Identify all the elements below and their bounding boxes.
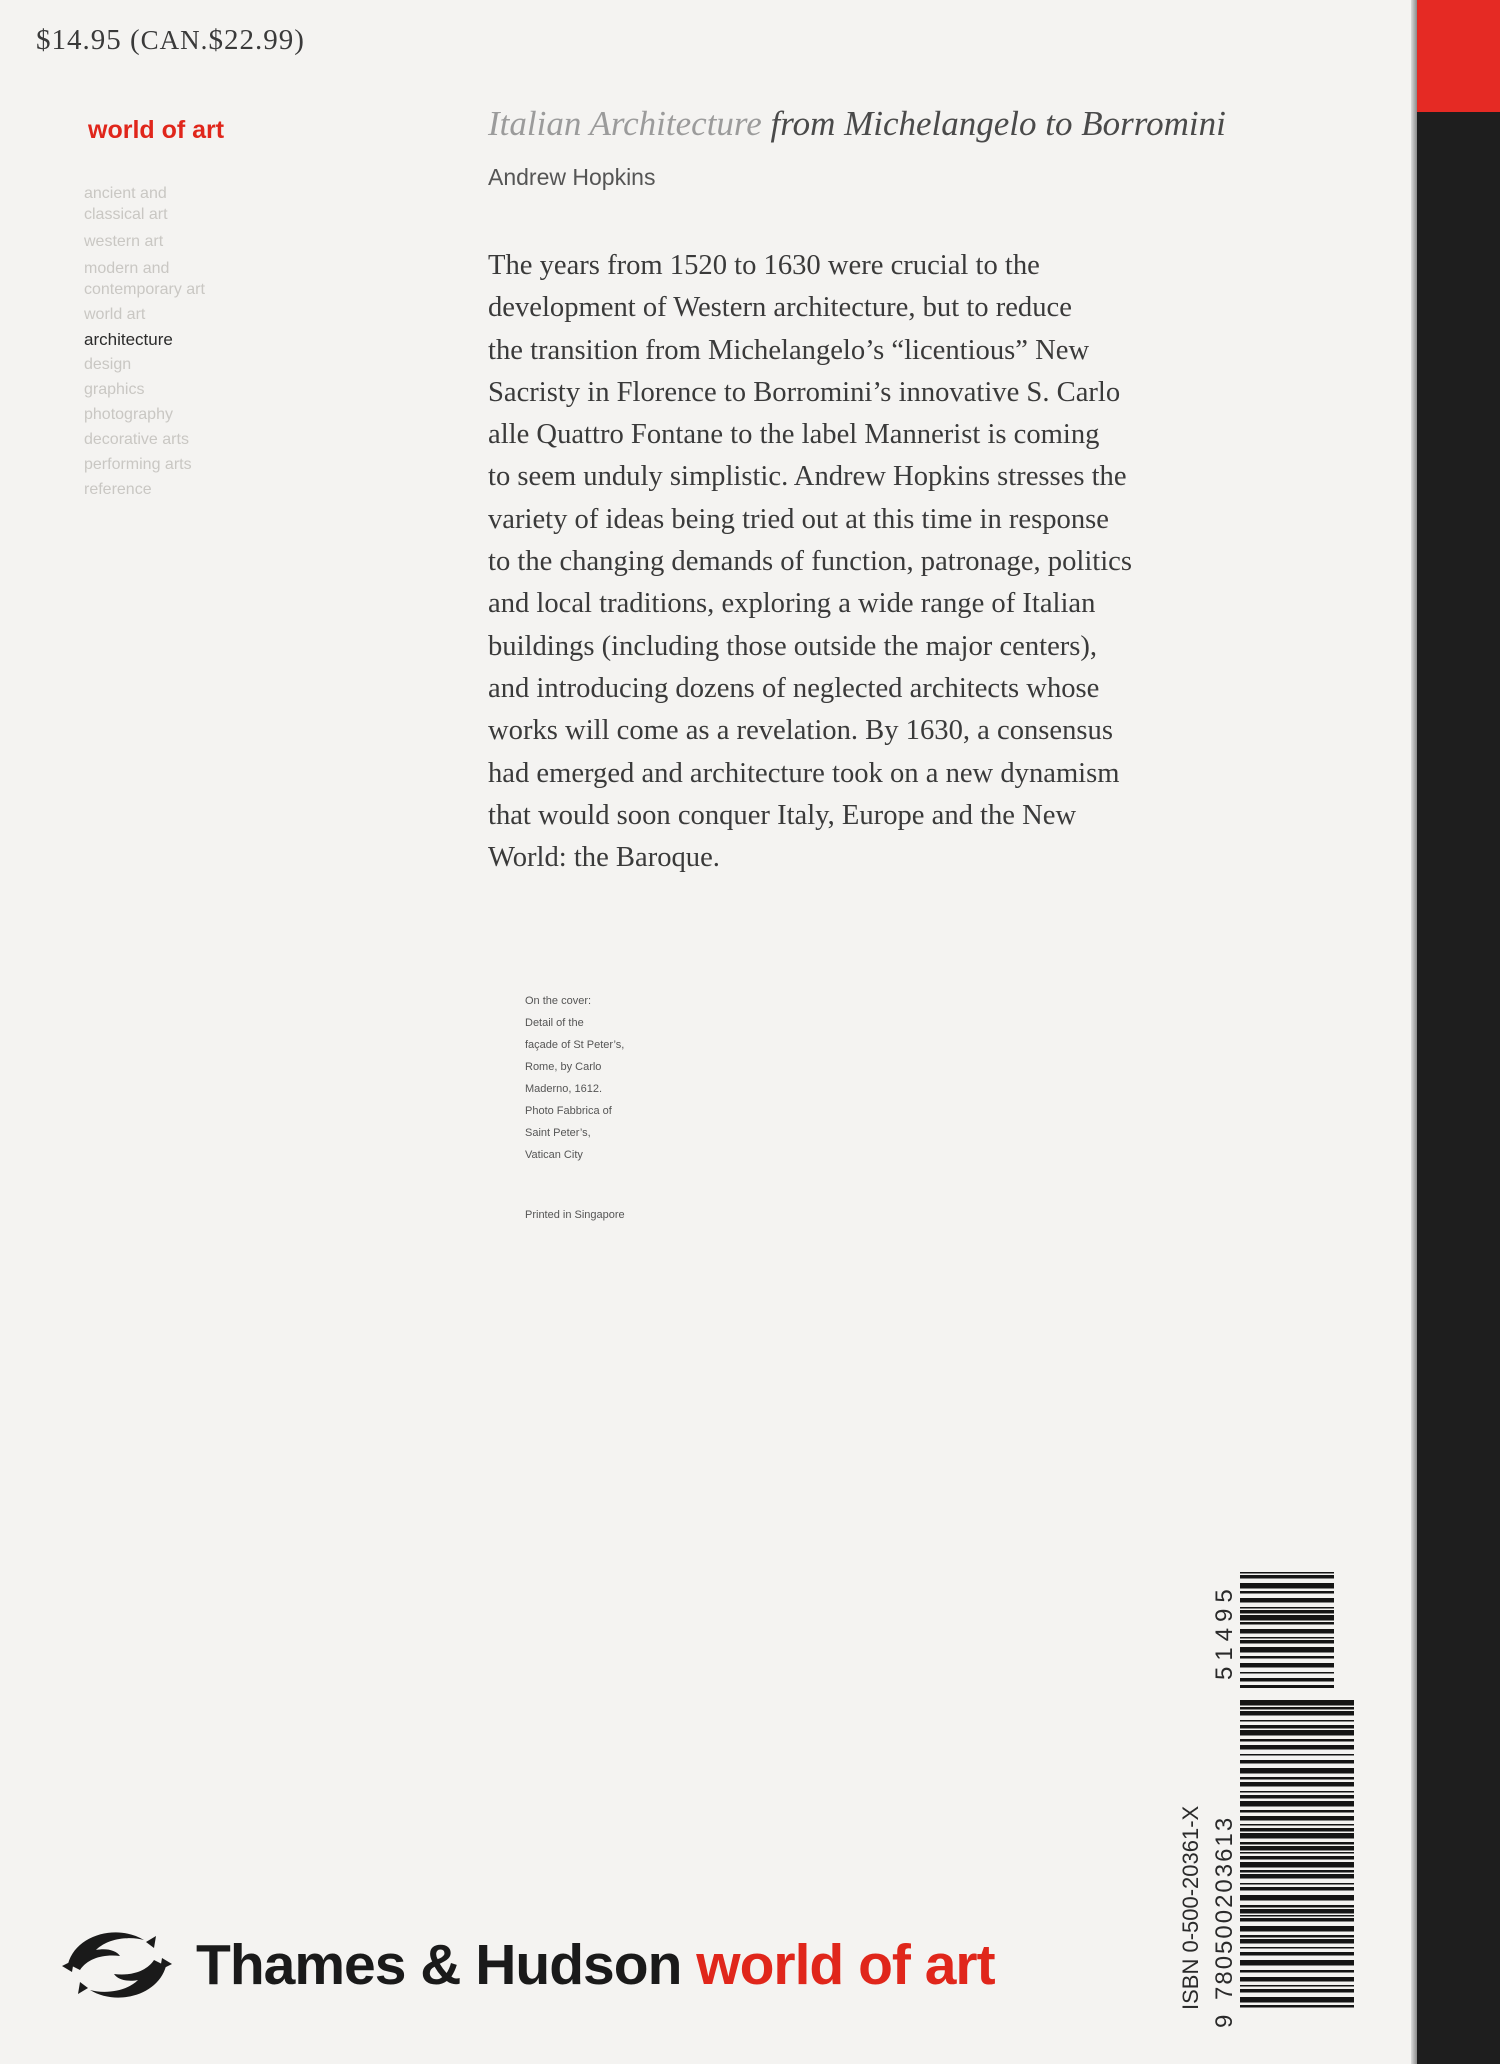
barcode-bar <box>1240 1745 1354 1750</box>
barcode-bar <box>1240 1824 1354 1826</box>
barcode-addon: 51495 <box>1211 1583 1238 1680</box>
barcode-bar <box>1240 1591 1334 1594</box>
blurb-line: to the changing demands of function, patronage, politics <box>488 546 1132 578</box>
series-category: reference <box>84 481 152 498</box>
barcode-bar <box>1240 1672 1334 1674</box>
barcode-bar <box>1240 1640 1334 1644</box>
blurb-line: works will come as a revelation. By 1630, a consensus <box>488 715 1113 747</box>
barcode-bar <box>1240 1895 1354 1901</box>
barcode-bar <box>1240 1935 1354 1938</box>
series-category: world art <box>84 306 146 323</box>
cover-note-line: Photo Fabbrica of <box>525 1105 612 1117</box>
book-title-part-b: from Michelangelo to Borromini <box>761 104 1226 143</box>
barcode-bar <box>1240 1960 1354 1966</box>
barcode-isbn: ISBN 0-500-20361-X <box>1178 1805 1203 2010</box>
barcode-bar <box>1240 1700 1354 1706</box>
barcode-bar <box>1240 1768 1354 1774</box>
printed-in: Printed in Singapore <box>525 1209 625 1221</box>
blurb-line: alle Quattro Fontane to the label Mannerist is coming <box>488 419 1100 451</box>
cover-note-line: Detail of the <box>525 1017 584 1029</box>
book-title-part-a: Italian Architecture <box>488 104 762 143</box>
barcode-bar <box>1240 1707 1354 1710</box>
blurb-line: the transition from Michelangelo’s “licentious” New <box>488 334 1090 366</box>
book-author: Andrew Hopkins <box>488 164 656 190</box>
barcode-bar <box>1240 1607 1334 1609</box>
cover-note-line: Maderno, 1612. <box>525 1083 603 1095</box>
blurb-line: and introducing dozens of neglected architects whose <box>488 672 1100 704</box>
barcode-bar <box>1240 1760 1354 1764</box>
barcode-bar <box>1240 1989 1354 1993</box>
barcode-bar <box>1240 1977 1354 1982</box>
barcode-bar <box>1240 1615 1334 1621</box>
series-category: design <box>84 356 132 373</box>
cover-note-line: Rome, by Carlo <box>525 1061 602 1073</box>
barcode-ean-rest: 780500203613 <box>1211 1815 1238 2000</box>
logo-publisher: Thames & Hudson <box>196 1933 682 1997</box>
barcode-bar <box>1240 1583 1334 1589</box>
cover-note-line: façade of St Peter’s, <box>525 1039 625 1051</box>
barcode-bar <box>1240 1816 1354 1821</box>
barcode-bar <box>1240 1915 1354 1917</box>
publisher-logo <box>60 1920 995 2010</box>
series-category: ancient and <box>84 185 167 202</box>
barcode-bar <box>1240 1730 1354 1736</box>
barcode-bar <box>1240 1846 1354 1851</box>
barcode-bar <box>1240 1887 1354 1891</box>
barcode-bar <box>1240 1918 1354 1922</box>
series-title: world of art <box>88 116 225 144</box>
blurb-line: variety of ideas being tried out at this time in response <box>488 503 1109 535</box>
price-can-label: CAN. <box>140 25 209 55</box>
barcode-bar <box>1240 1782 1354 1787</box>
spine-red-band <box>1417 0 1500 112</box>
barcode-bar <box>1240 1926 1354 1932</box>
cover-note-line: On the cover: <box>525 995 592 1007</box>
barcode-bar <box>1240 1795 1354 1799</box>
price: $14.95 (CAN.$22.99) <box>36 24 305 56</box>
barcode-ean-first: 9 <box>1211 2014 1238 2028</box>
blurb-line: development of Western architecture, but to reduce <box>488 292 1072 324</box>
barcode-bar <box>1240 1637 1334 1639</box>
barcode-bar <box>1240 1572 1334 1574</box>
barcode-bar <box>1240 1997 1354 2003</box>
barcode-bar <box>1240 1952 1354 1956</box>
series-category: graphics <box>84 381 145 398</box>
isbn-barcode <box>1162 1570 1362 2030</box>
barcode-bar <box>1240 1856 1354 1860</box>
blurb-line: to seem unduly simplistic. Andrew Hopkins stresses the <box>488 461 1127 493</box>
barcode-bar <box>1240 1905 1354 1908</box>
dolphins-logo-icon <box>60 1920 174 2010</box>
barcode-bar <box>1240 2005 1354 2008</box>
barcode-bar <box>1240 1720 1354 1722</box>
barcode-bar <box>1240 1874 1354 1879</box>
barcode-bar <box>1240 1754 1354 1756</box>
blurb-line: buildings (including those outside the major centers), <box>488 630 1098 662</box>
blurb-line: The years from 1520 to 1630 were crucial to the <box>488 250 1040 281</box>
barcode-bar <box>1240 1842 1354 1845</box>
barcode-bar <box>1240 1810 1354 1813</box>
barcode-bar <box>1240 1678 1334 1682</box>
barcode-bar <box>1240 1777 1354 1780</box>
barcode-bar <box>1240 1598 1334 1603</box>
barcode-bar <box>1240 1656 1334 1659</box>
barcode-bar <box>1240 1663 1334 1668</box>
price-us: $14.95 <box>36 24 122 56</box>
barcode-bar <box>1240 1985 1354 1987</box>
series-category: classical art <box>84 206 168 223</box>
barcode-bar <box>1240 1828 1354 1832</box>
cover-note-line: Vatican City <box>525 1149 583 1161</box>
price-can: $22.99 <box>208 24 295 56</box>
barcode-bar <box>1240 1791 1354 1793</box>
series-category-active: architecture <box>84 330 173 349</box>
logo-series: world of art <box>696 1933 995 1997</box>
barcode-bar <box>1240 1947 1354 1949</box>
spine-black-band <box>1417 112 1500 2064</box>
barcode-bar <box>1240 1739 1354 1742</box>
cover-note <box>525 990 725 1166</box>
barcode-bar <box>1240 1629 1334 1634</box>
series-category: photography <box>84 406 173 423</box>
book-title <box>488 104 1226 144</box>
barcode-bar <box>1240 1647 1334 1653</box>
series-category: contemporary art <box>84 281 205 298</box>
barcode-bar <box>1240 1970 1354 1973</box>
blurb-line: World: the Baroque. <box>488 842 720 874</box>
barcode-bar <box>1240 1725 1354 1729</box>
barcode-bar <box>1240 1939 1354 1944</box>
series-category: modern and <box>84 260 170 277</box>
series-category: western art <box>84 233 164 250</box>
barcode-bars <box>1240 1572 1354 2008</box>
barcode-bar <box>1240 1883 1354 1885</box>
barcode-bar <box>1240 1801 1354 1807</box>
series-category: performing arts <box>84 456 192 473</box>
barcode-bar <box>1240 1870 1354 1873</box>
barcode-bar <box>1240 1909 1354 1914</box>
barcode-bar <box>1240 1575 1334 1579</box>
barcode-bar <box>1240 1685 1334 1688</box>
barcode-bar <box>1240 1852 1354 1854</box>
barcode-bar <box>1240 1833 1354 1839</box>
blurb-line: Sacristy in Florence to Borromini’s innovative S. Carlo <box>488 376 1121 408</box>
series-category: decorative arts <box>84 431 189 448</box>
blurb-line: and local traditions, exploring a wide range of Italian <box>488 588 1096 620</box>
blurb <box>488 245 1268 879</box>
series-category-list <box>84 183 284 500</box>
cover-note-line: Saint Peter’s, <box>525 1127 591 1139</box>
blurb-line: that would soon conquer Italy, Europe and the New <box>488 799 1077 831</box>
barcode-bar <box>1240 1610 1334 1614</box>
logo-wordmark <box>196 1932 995 1998</box>
barcode-bar <box>1240 1711 1354 1716</box>
barcode-bar <box>1240 1862 1354 1868</box>
barcode-bar <box>1240 1622 1334 1625</box>
blurb-line: had emerged and architecture took on a new dynamism <box>488 757 1120 789</box>
